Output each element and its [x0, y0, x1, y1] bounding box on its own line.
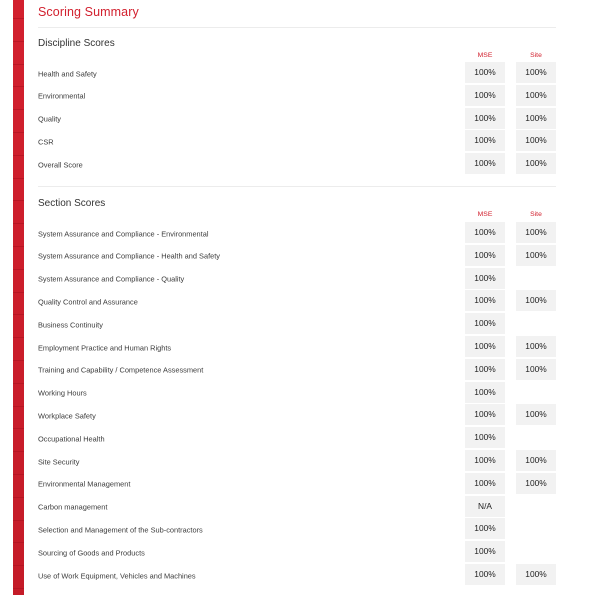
table-row [38, 473, 556, 496]
mse-score-cell: 100% [465, 382, 505, 403]
mse-score-cell: 100% [465, 450, 505, 471]
table-row [38, 518, 556, 541]
table-row [38, 62, 556, 85]
table-row [38, 336, 556, 359]
row-label: Environmental Management [38, 479, 131, 489]
table-row [38, 153, 556, 176]
table-row [38, 382, 556, 405]
table-row [38, 496, 556, 519]
accent-bar-segment [13, 474, 24, 475]
site-score-cell: 100% [516, 359, 556, 380]
mse-score-cell: 100% [465, 62, 505, 83]
accent-bar-segment [13, 337, 24, 338]
discipline-site-column-header: Site [530, 52, 542, 59]
site-score-cell: 100% [516, 473, 556, 494]
accent-bar-segment [13, 292, 24, 293]
site-score-cell: 100% [516, 336, 556, 357]
mse-score-cell: 100% [465, 473, 505, 494]
mse-score-cell: 100% [465, 541, 505, 562]
accent-bar-segment [13, 269, 24, 270]
accent-bar-segment [13, 200, 24, 201]
accent-bar-segment [13, 223, 24, 224]
accent-bar-segment [13, 41, 24, 42]
mse-score-cell: 100% [465, 313, 505, 334]
mse-score-cell: 100% [465, 336, 505, 357]
table-row [38, 450, 556, 473]
table-row [38, 313, 556, 336]
site-score-cell: 100% [516, 153, 556, 174]
accent-bar-segment [13, 451, 24, 452]
site-score-cell: 100% [516, 245, 556, 266]
site-score-cell: 100% [516, 564, 556, 585]
page-title: Scoring Summary [38, 5, 139, 19]
accent-bar-segment [13, 109, 24, 110]
discipline-scores-heading: Discipline Scores [38, 38, 115, 49]
discipline-mse-column-header: MSE [477, 52, 493, 59]
accent-bar-segment [13, 155, 24, 156]
accent-bar-segment [13, 314, 24, 315]
site-score-cell: 100% [516, 290, 556, 311]
accent-bar-segment [13, 246, 24, 247]
site-score-cell: 100% [516, 130, 556, 151]
mse-score-cell: 100% [465, 85, 505, 106]
row-label: Quality [38, 114, 62, 124]
site-score-cell: 100% [516, 450, 556, 471]
mse-score-cell: N/A [465, 496, 505, 517]
section-mse-column-header: MSE [477, 211, 493, 218]
row-label: Environmental [38, 91, 86, 101]
row-label: Overall Score [38, 160, 83, 170]
table-row [38, 222, 556, 245]
accent-bar-segment [13, 588, 24, 589]
accent-bar-segment [13, 86, 24, 87]
table-row [38, 245, 556, 268]
row-label: Working Hours [38, 388, 87, 398]
mse-score-cell: 100% [465, 108, 505, 129]
accent-bar-segment [13, 178, 24, 179]
mse-score-cell: 100% [465, 427, 505, 448]
row-label: Occupational Health [38, 434, 105, 444]
row-label: Workplace Safety [38, 411, 96, 421]
row-label: Employment Practice and Human Rights [38, 343, 172, 352]
accent-bar-segment [13, 132, 24, 133]
section-divider [38, 186, 556, 187]
mse-score-cell: 100% [465, 153, 505, 174]
mse-score-cell: 100% [465, 290, 505, 311]
accent-bar-segment [13, 360, 24, 361]
row-label: Selection and Management of the Sub-contractors [38, 525, 203, 535]
mse-score-cell: 100% [465, 564, 505, 585]
accent-bar-segment [13, 406, 24, 407]
row-label: Quality Control and Assurance [38, 297, 138, 307]
accent-bar-segment [13, 64, 24, 65]
mse-score-cell: 100% [465, 404, 505, 425]
row-label: CSR [38, 137, 54, 147]
site-score-cell: 100% [516, 85, 556, 106]
accent-bar-segment [13, 520, 24, 521]
accent-bar-segment [13, 542, 24, 543]
mse-score-cell: 100% [465, 130, 505, 151]
row-label: System Assurance and Compliance - Quality [38, 274, 185, 284]
row-label: Use of Work Equipment, Vehicles and Machines [38, 571, 196, 580]
mse-score-cell: 100% [465, 222, 505, 243]
accent-bar-segment [13, 428, 24, 429]
accent-bar-segment [13, 497, 24, 498]
table-row [38, 130, 556, 153]
section-site-column-header: Site [530, 211, 542, 218]
left-accent-bar [13, 0, 24, 595]
accent-bar-segment [13, 565, 24, 566]
row-label: System Assurance and Compliance - Health and Safety [38, 251, 220, 261]
mse-score-cell: 100% [465, 359, 505, 380]
site-score-cell: 100% [516, 222, 556, 243]
table-row [38, 85, 556, 108]
mse-score-cell: 100% [465, 245, 505, 266]
site-score-cell: 100% [516, 404, 556, 425]
row-label: Carbon management [38, 502, 108, 512]
table-row [38, 427, 556, 450]
row-label: Health and Safety [38, 69, 97, 78]
table-row [38, 290, 556, 313]
mse-score-cell: 100% [465, 518, 505, 539]
row-label: Business Continuity [38, 320, 103, 330]
row-label: Site Security [38, 457, 80, 466]
row-label: Training and Capability / Competence Assessment [38, 365, 204, 375]
site-score-cell: 100% [516, 108, 556, 129]
section-scores-heading: Section Scores [38, 198, 106, 209]
table-row [38, 404, 556, 427]
accent-bar-segment [13, 18, 24, 19]
table-row [38, 268, 556, 291]
table-row [38, 108, 556, 131]
row-label: Sourcing of Goods and Products [38, 548, 145, 558]
table-row [38, 359, 556, 382]
site-score-cell: 100% [516, 62, 556, 83]
accent-bar-segment [13, 383, 24, 384]
row-label: System Assurance and Compliance - Environmental [38, 229, 209, 238]
title-divider [38, 27, 556, 28]
table-row [38, 564, 556, 587]
mse-score-cell: 100% [465, 268, 505, 289]
table-row [38, 541, 556, 564]
